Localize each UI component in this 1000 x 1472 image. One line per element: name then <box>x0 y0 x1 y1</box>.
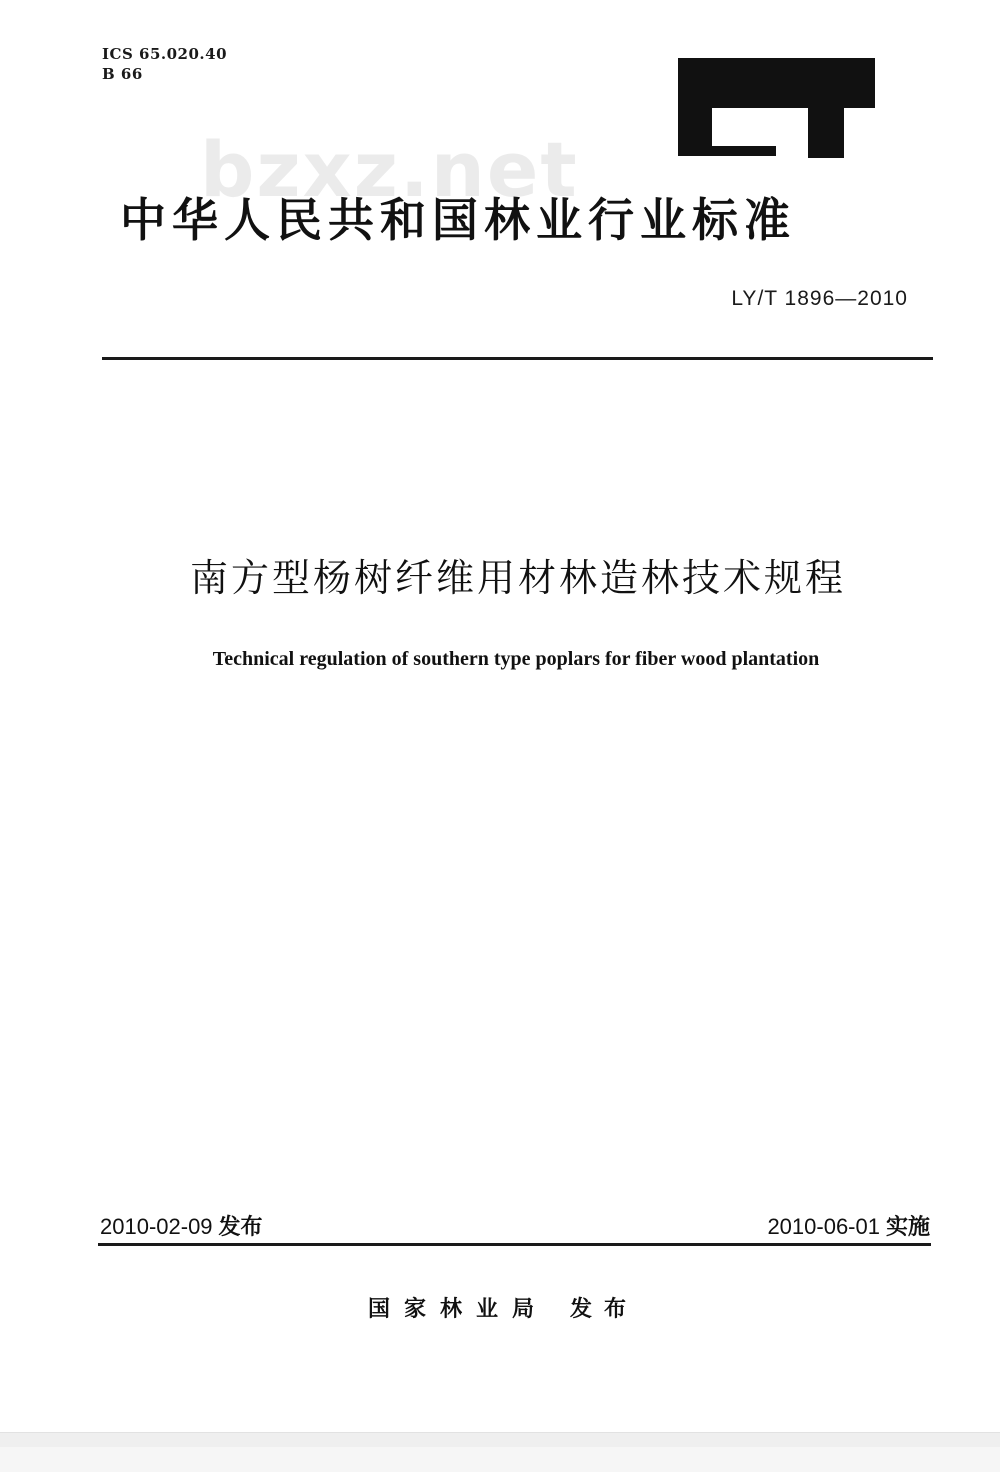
publisher <box>368 1292 638 1323</box>
issue-date-value: 2010-02-09 <box>100 1214 213 1239</box>
standard-number: LY/T 1896—2010 <box>731 287 908 310</box>
viewer-bottom-strip-inner <box>0 1447 1000 1472</box>
issue-date-label: 发布 <box>218 1215 263 1240</box>
document-title-english <box>0 646 1000 672</box>
document-title-chinese <box>0 552 1000 604</box>
viewer-bottom-strip <box>0 1432 1000 1472</box>
watermark-text: bzxz.net <box>200 125 579 214</box>
standard-category-title: 中华人民共和国林业行业标准 <box>120 193 796 247</box>
ccs-code: B 66 <box>102 65 143 83</box>
publisher-name: 国家林业局 <box>368 1297 549 1322</box>
classification-codes <box>102 44 227 84</box>
implementation-date-label: 实施 <box>885 1215 930 1240</box>
header-divider <box>102 357 933 360</box>
footer-divider <box>98 1243 931 1246</box>
issue-date <box>100 1210 263 1241</box>
ics-code: ICS 65.020.40 <box>102 45 228 63</box>
implementation-date-value: 2010-06-01 <box>767 1214 880 1239</box>
publisher-action: 发布 <box>570 1297 639 1322</box>
implementation-date <box>767 1210 930 1241</box>
ly-standard-logo-icon <box>678 58 875 158</box>
title-english-text: Technical regulation of southern type poplars for fiber wood plantation <box>212 648 820 670</box>
title-chinese-text: 南方型杨树纤维用材林造林技术规程 <box>189 556 846 600</box>
